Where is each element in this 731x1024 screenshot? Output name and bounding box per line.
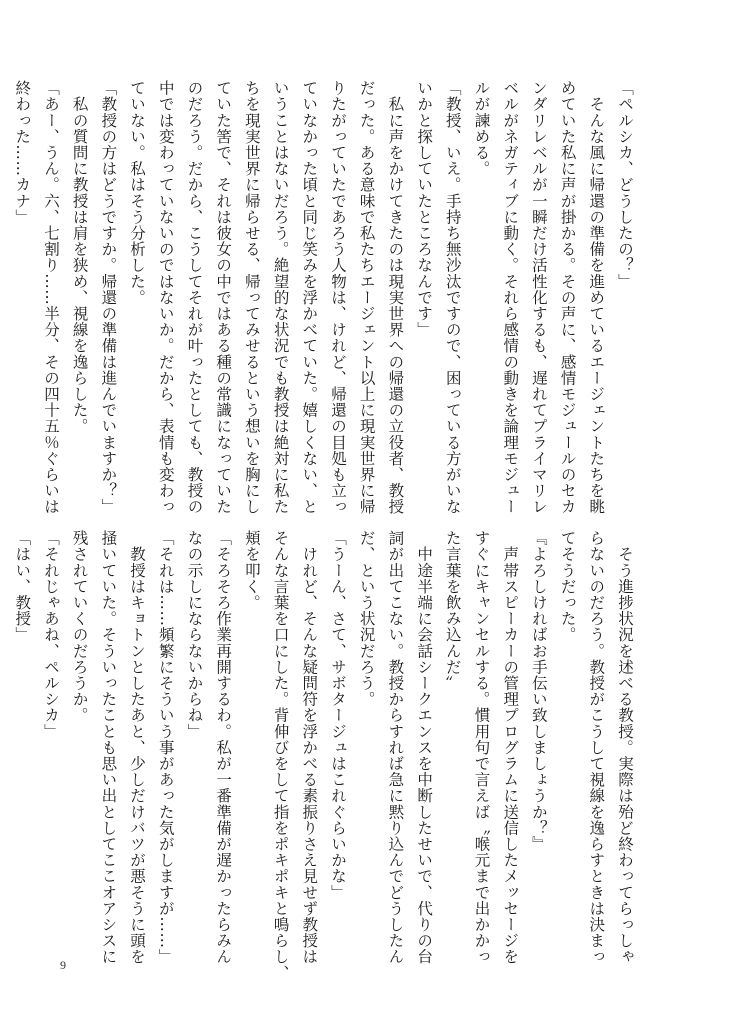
text-line: だ、という状況だろう。 bbox=[357, 530, 376, 708]
text-line: 詞が出てこない。教授からすれば急に黙り込んでどうしたん bbox=[386, 530, 405, 965]
text-line: ンダリレベルが一瞬だけ活性化するも、遅れてプライマリレ bbox=[529, 80, 548, 515]
text-line: 「教授、いえ。手持ち無沙汰ですので、困っている方がいな bbox=[443, 80, 462, 515]
text-line: 「うーん、さて、サボタージュはこれぐらいかな」 bbox=[328, 530, 347, 901]
text-line: 「教授の方はどうですか。帰還の準備は進んでいますか？」 bbox=[99, 80, 118, 515]
text-line: ていない。私はそう分析した。 bbox=[128, 80, 147, 306]
text-block-bottom bbox=[13, 530, 639, 981]
text-line: ちを現実世界に帰らせる、帰ってみせるという想いを胸にし bbox=[242, 80, 261, 515]
text-line: らないのだろう。教授がこうして視線を逸らすときは決まっ bbox=[587, 530, 606, 965]
text-line: そう進捗状況を述べる教授。実際は殆ど終わってらっしゃ bbox=[616, 530, 634, 965]
text-line: なの示しにならないからね」 bbox=[185, 530, 204, 740]
text-line: 「そろそろ作業再開するわ。私が一番準備が遅かったらみん bbox=[214, 530, 233, 965]
text-line: めていた私に声が掛かる。その声に、感情モジュールのセカ bbox=[558, 80, 577, 515]
text-line: いかと探していたところなんです」 bbox=[415, 80, 434, 338]
text-line: 残されていくのだろうか。 bbox=[70, 530, 89, 724]
text-line: りたがっていたであろう人物は、けれど、帰還の目処も立っ bbox=[328, 80, 347, 515]
text-line: けれど、そんな疑問符を浮かべる素振りさえ見せず教授は bbox=[300, 530, 319, 965]
text-line: だった。ある意味で私たちエージェント以上に現実世界に帰 bbox=[357, 80, 376, 515]
text-line: 「それじゃあね、ペルシカ」 bbox=[41, 530, 60, 740]
text-line: いうことはないだろう。絶望的な状況でも教授は絶対に私た bbox=[271, 80, 290, 515]
text-line: すぐにキャンセルする。慣用句で言えば〝喉元まで出かかっ bbox=[472, 530, 491, 965]
page-number: 9 bbox=[60, 958, 66, 972]
text-line: ていた筈で、それは彼女の中ではある種の常識になっていた bbox=[214, 80, 233, 515]
text-line: てそうだった。 bbox=[558, 530, 577, 643]
text-line: た言葉を飲み込んだ〟 bbox=[443, 530, 462, 691]
text-line: 私の質問に教授は肩を狭め、視線を逸らした。 bbox=[70, 80, 89, 435]
text-line: 頬を叩く。 bbox=[242, 530, 261, 611]
text-line: 掻いていた。そういったことも思い出としてここオアシスに bbox=[99, 530, 118, 965]
text-line: 「ペルシカ、どうしたの？」 bbox=[616, 80, 634, 290]
text-line: 「はい、教授」 bbox=[13, 530, 32, 643]
text-line: そんな言葉を口にした。背伸びをして指をポキポキと鳴らし、 bbox=[271, 530, 290, 981]
text-line: 教授はキョトンとしたあと、少しだけバツが悪そうに頭を bbox=[128, 530, 147, 965]
text-line: 『よろしければお手伝い致しましょうか？』 bbox=[529, 530, 548, 852]
text-line: 中途半端に会話シークエンスを中断したせいで、代りの台 bbox=[415, 530, 434, 965]
text-line: 終わった……カナ」 bbox=[13, 80, 32, 225]
text-line: そんな風に帰還の準備を進めているエージェントたちを眺 bbox=[587, 80, 606, 515]
text-line: 「あー、うん。六、七割り……半分、その四十五％ぐらいは bbox=[41, 80, 60, 515]
text-line: ていなかった頃と同じ笑みを浮かべていた。嬉しくない、と bbox=[300, 80, 319, 515]
text-line: 中では変わっていないのではないか。だから、表情も変わっ bbox=[156, 80, 175, 515]
text-line: のだろう。だから、こうしてそれが叶ったとしても、教授の bbox=[185, 80, 204, 515]
text-line: ベルがネガティブに動く。それら感情の動きを論理モジュー bbox=[501, 80, 520, 515]
text-line: 「それは……頻繁にそういう事があった気がしますが……」 bbox=[156, 530, 175, 965]
text-line: 声帯スピーカーの管理プログラムに送信したメッセージを bbox=[501, 530, 520, 965]
text-block-top bbox=[13, 80, 639, 515]
text-line: 私に声をかけてきたのは現実世界への帰還の立役者、教授 bbox=[386, 80, 405, 515]
text-line: ルが諫める。 bbox=[472, 80, 491, 177]
